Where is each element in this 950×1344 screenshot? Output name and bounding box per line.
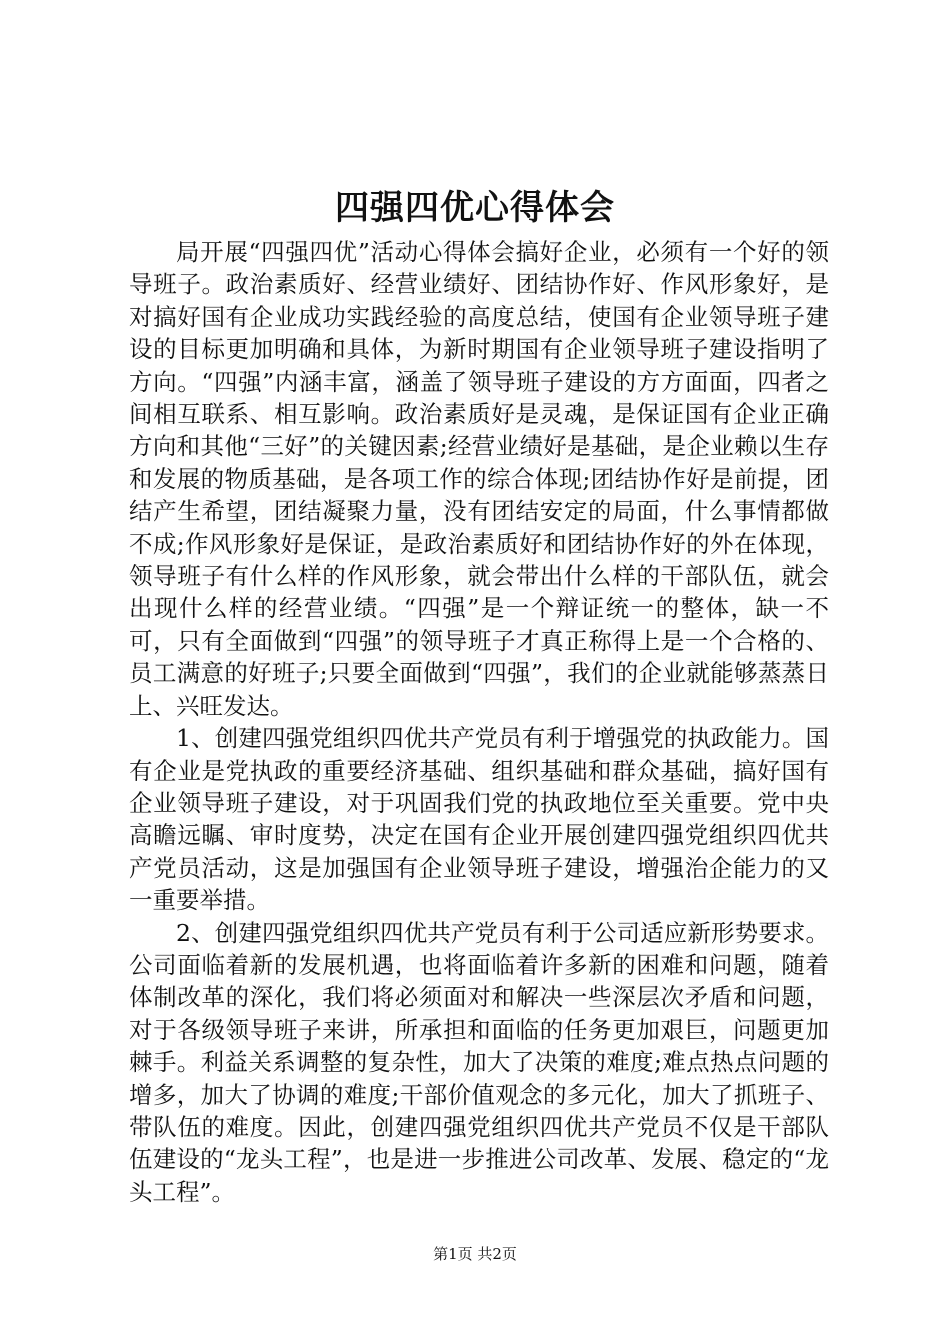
paragraph-intro: 局开展“四强四优”活动心得体会搞好企业，必须有一个好的领导班子。政治素质好、经营业绩好、团结协作好、作风形象好，是对搞好国有企业成功实践经验的高度总结，使国有企业领导班子建设的目标更加明确和具体，为新时期国有企业领导班子建设指明了方向。“四强”内涵丰富，涵盖了领导班子建设的方方面面，四者之间相互联系、相互影响。政治素质好是灵魂，是保证国有企业正确方向和其他“三好”的关键因素;经营业绩好是基础，是企业赖以生存和发展的物质基础，是各项工作的综合体现;团结协作好是前提，团结产生希望，团结凝聚力量，没有团结安定的局面，什么事情都做不成;作风形象好是保证，是政治素质好和团结协作好的外在体现，领导班子有什么样的作风形象，就会带出什么样的干部队伍，就会出现什么样的经营业绩。“四强”是一个辩证统一的整体，缺一不可，只有全面做到“四强”的领导班子才真正称得上是一个合格的、员工满意的好班子;只要全面做到“四强”，我们的企业就能够蒸蒸日上、兴旺发达。 — [129, 238, 829, 720]
document-body — [129, 236, 829, 1208]
page-footer: 第1页 共2页 — [433, 1245, 517, 1263]
paragraph-point-1: 1、创建四强党组织四优共产党员有利于增强党的执政能力。国有企业是党执政的重要经济基础、组织基础和群众基础，搞好国有企业领导班子建设，对于巩固我们党的执政地位至关重要。党中央高瞻远瞩、审时度势，决定在国有企业开展创建四强党组织四优共产党员活动，这是加强国有企业领导班子建设，增强治企能力的又一重要举措。 — [129, 724, 829, 915]
document-title: 四强四优心得体会 — [335, 188, 615, 228]
paragraph-point-2: 2、创建四强党组织四优共产党员有利于公司适应新形势要求。公司面临着新的发展机遇，也将面临着许多新的困难和问题，随着体制改革的深化，我们将必须面对和解决一些深层次矛盾和问题，对于各级领导班子来讲，所承担和面临的任务更加艰巨，问题更加棘手。利益关系调整的复杂性，加大了决策的难度;难点热点问题的增多，加大了协调的难度;干部价值观念的多元化，加大了抓班子、带队伍的难度。因此，创建四强党组织四优共产党员不仅是干部队伍建设的“龙头工程”，也是进一步推进公司改革、发展、稳定的“龙头工程”。 — [129, 918, 829, 1206]
